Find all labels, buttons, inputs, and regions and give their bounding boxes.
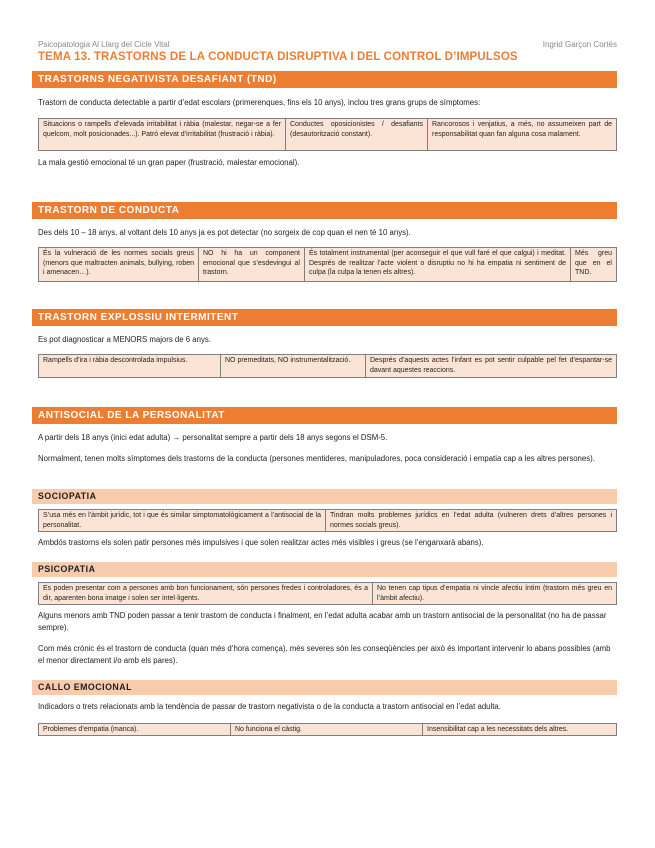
- table-cell: Conductes oposicionistes / desafiants (desautorització constant).: [286, 119, 428, 150]
- running-header: [38, 40, 617, 49]
- table-cell: Situacions o rampells d’elevada irritabilitat i ràbia (malestar, negar-se a fer quelcom, molt posicionades...). Patró elevat d’irritabilitat (frustració i ràbia).: [39, 119, 286, 150]
- table-cell: Rampells d’ira i ràbia descontrolada impulsius.: [39, 355, 221, 377]
- antisocial-paragraph-2: Normalment, tenen molts símptomes dels trastorns de la conducta (persones mentideres, manipuladores, poca consideració i empatia cap a les altres persones).: [38, 454, 595, 463]
- section-heading-antisocial: ANTISOCIAL DE LA PERSONALITAT: [32, 407, 617, 424]
- author-name: Ingrid Garçon Cortés: [542, 40, 617, 49]
- table-cell: Rancorosos i venjatius, a més, no assumeixen part de responsabilitat quan fan alguna cosa malament.: [428, 119, 616, 150]
- section-heading-tnd: TRASTORNS NEGATIVISTA DESAFIANT (TND): [32, 71, 617, 88]
- table-cell: NO hi ha un component emocional que s’esdevingui al trastorn.: [199, 248, 305, 281]
- tnd-intro: Trastorn de conducta detectable a partir d’edat escolars (primerenques, fins els 10 anys), inclou tres grans grups de símptomes:: [38, 98, 481, 107]
- psicopatia-paragraph-2: Com més crònic és el trastorn de conducta (quan més d’hora comença), més severes són les conseqüències per això és important intervenir lo abans possibles (amb el menor directament i/o amb els pares).: [38, 644, 611, 665]
- table-cell: NO premeditats, NO instrumentalització.: [221, 355, 366, 377]
- subheading-sociopatia: SOCIOPATIA: [32, 489, 617, 504]
- table-cell: S’usa més en l’àmbit jurídic, tot i que és similar simptomatològicament a l’antisocial de la personalitat.: [39, 510, 326, 531]
- table-cell: Es poden presentar com a persones amb bon funcionament, són persones fredes i controladores, és a dir, aparenten bona imatge i solen ser intel·ligents.: [39, 583, 373, 604]
- table-cell: Més greu que en el TND.: [571, 248, 616, 281]
- table-cell: No funciona el càstig.: [231, 724, 423, 735]
- subheading-psicopatia: PSICOPATIA: [32, 562, 617, 577]
- sociopatia-table: [38, 509, 617, 532]
- sociopatia-note: Ambdós trastorns els solen patir persones més impulsives i que solen realitzar actes més visibles i greus (se l’enganxarà abans).: [38, 538, 484, 547]
- table-cell: No tenen cap tipus d’empatia ni vincle afectiu íntim (trastorn més greu en l’àmbit afectiu).: [373, 583, 616, 604]
- callo-intro: Indicadors o trets relacionats amb la tendència de passar de trastorn negativista o de la conducta a trastorn antisocial en l’edat adulta.: [38, 702, 501, 711]
- antisocial-paragraph-1: A partir dels 18 anys (inici edat adulta) → personalitat sempre a partir dels 18 anys segons el DSM-5.: [38, 433, 388, 442]
- subheading-callo-emocional: CALLO EMOCIONAL: [32, 680, 617, 695]
- explosiu-table: [38, 354, 617, 378]
- psicopatia-paragraph-1: Alguns menors amb TND poden passar a tenir trastorn de conducta i finalment, en l’edat adulta acabar amb un trastorn antisocial de la personalitat (no ha de passar sempre).: [38, 611, 607, 632]
- table-cell: Problemes d’empatia (manca).: [39, 724, 231, 735]
- callo-table: [38, 723, 617, 736]
- section-heading-explosiu: TRASTORN EXPLOSSIU INTERMITENT: [32, 309, 617, 326]
- table-cell: És totalment instrumental (per aconseguir el que vull faré el que calgui) i meditat. Després de realitzar l’acte violent o disruptiu no hi ha empatia ni sentiment de culpa (la culpa la tenen els altres).: [305, 248, 571, 281]
- conducta-table: [38, 247, 617, 282]
- conducta-intro: Des dels 10 – 18 anys, al voltant dels 10 anys ja es pot detectar (no sorgeix de cop quan el nen té 10 anys).: [38, 228, 411, 237]
- explosiu-intro: Es pot diagnosticar a MENORS majors de 6 anys.: [38, 335, 211, 344]
- table-cell: És la vulneració de les normes socials greus (menors que maltracten animals, bullying, roben i amenacen…).: [39, 248, 199, 281]
- table-cell: Tindran molts problemes jurídics en l’edat adulta (vulneren drets d’altres persones i normes socials greus).: [326, 510, 616, 531]
- section-heading-conducta: TRASTORN DE CONDUCTA: [32, 202, 617, 219]
- page-title: TEMA 13. TRASTORNS DE LA CONDUCTA DISRUPTIVA I DEL CONTROL D’IMPULSOS: [38, 51, 518, 63]
- tnd-symptoms-table: [38, 118, 617, 151]
- psicopatia-table: [38, 582, 617, 605]
- course-name: Psicopatologia Al Llarg del Cicle Vital: [38, 40, 170, 49]
- tnd-note: La mala gestió emocional té un gran paper (frustració, malestar emocional).: [38, 158, 300, 167]
- table-cell: Insensibilitat cap a les necessitats dels altres.: [423, 724, 616, 735]
- table-cell: Després d’aquests actes l’infant es pot sentir culpable pel fet d’espantar-se davant aquestes reaccions.: [366, 355, 616, 377]
